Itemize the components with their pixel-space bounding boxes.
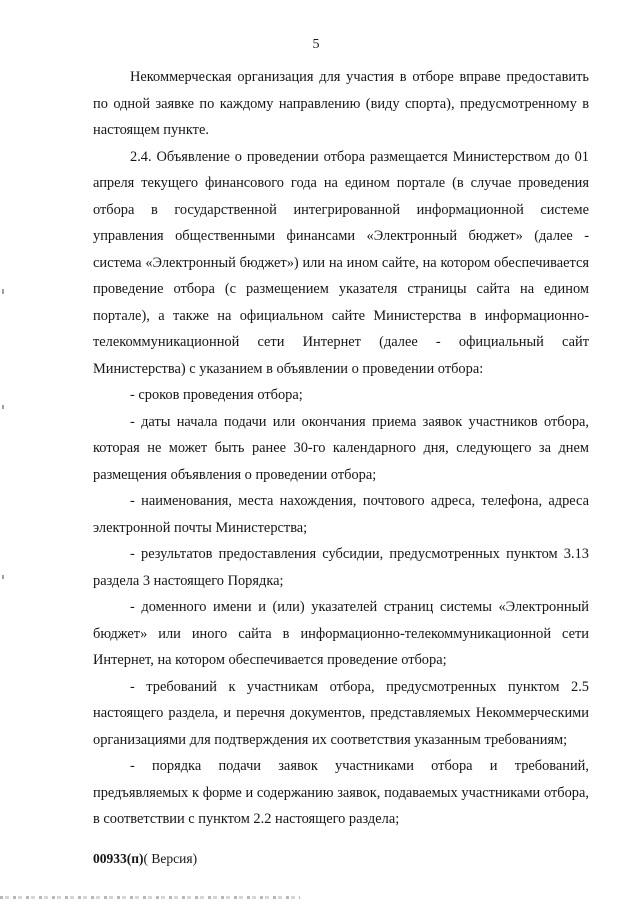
list-item-application-procedure: - порядка подачи заявок участниками отбора и требований, предъявляемых к форме и содержанию заявок, подаваемых участниками отбора, в соответствии с пунктом 2.2 настоящего раздела; [93, 758, 589, 827]
list-item-application-dates: - даты начала подачи или окончания приема заявок участников отбора, которая не может быть ранее 30-го календарного дня, следующего за днем размещения объявления о проведении отбора; [93, 413, 589, 483]
scan-artifact-dot [2, 289, 4, 294]
list-item-domain-name: - доменного имени и (или) указателей страниц системы «Электронный бюджет» или иного сайта в информационно-телекоммуникационной сети Интернет, на котором обеспечивается проведение отбора; [93, 599, 589, 668]
scan-artifact-dot [2, 575, 4, 579]
footer-document-code [93, 851, 197, 867]
page-number: 5 [312, 37, 320, 52]
list-item-participant-requirements: - требований к участникам отбора, предусмотренных пунктом 2.5 настоящего раздела, и перечня документов, представляемых Некоммерческими организациями для подтверждения их соответствия указанным требованиям; [93, 678, 589, 748]
list-item-subsidy-results: - результатов предоставления субсидии, предусмотренных пунктом 3.13 раздела 3 настоящего Порядка; [93, 546, 589, 589]
paragraph-participation: Некоммерческая организация для участия в отборе вправе предоставить по одной заявке по каждому направлению (виду спорта), предусмотренному в настоящем пункте. [93, 69, 589, 138]
document-version: ( Версия) [143, 851, 198, 866]
paragraph-2-4-announcement: 2.4. Объявление о проведении отбора размещается Министерством до 01 апреля текущего финансового года на едином портале (в случае проведения отбора в государственной интегрированной информационной системе управления общественными финансами «Электронный бюджет» (далее - система «Электронный бюджет») или на ином сайте, на котором обеспечивается проведение отбора (с размещением указателя страницы сайта на едином портале), а также на официальном сайте Министерства в информационно-телекоммуникационной сети Интернет (далее - официальный сайт Министерства) с указанием в объявлении о проведении отбора: [93, 148, 589, 377]
document-code: 00933(п) [93, 851, 144, 866]
body-text [93, 64, 589, 833]
scan-artifact-line [0, 896, 300, 899]
scan-artifact-dot [2, 405, 4, 409]
list-item-deadlines: - сроков проведения отбора; [130, 387, 303, 403]
list-item-ministry-contacts: - наименования, места нахождения, почтового адреса, телефона, адреса электронной почты Министерства; [93, 493, 589, 536]
